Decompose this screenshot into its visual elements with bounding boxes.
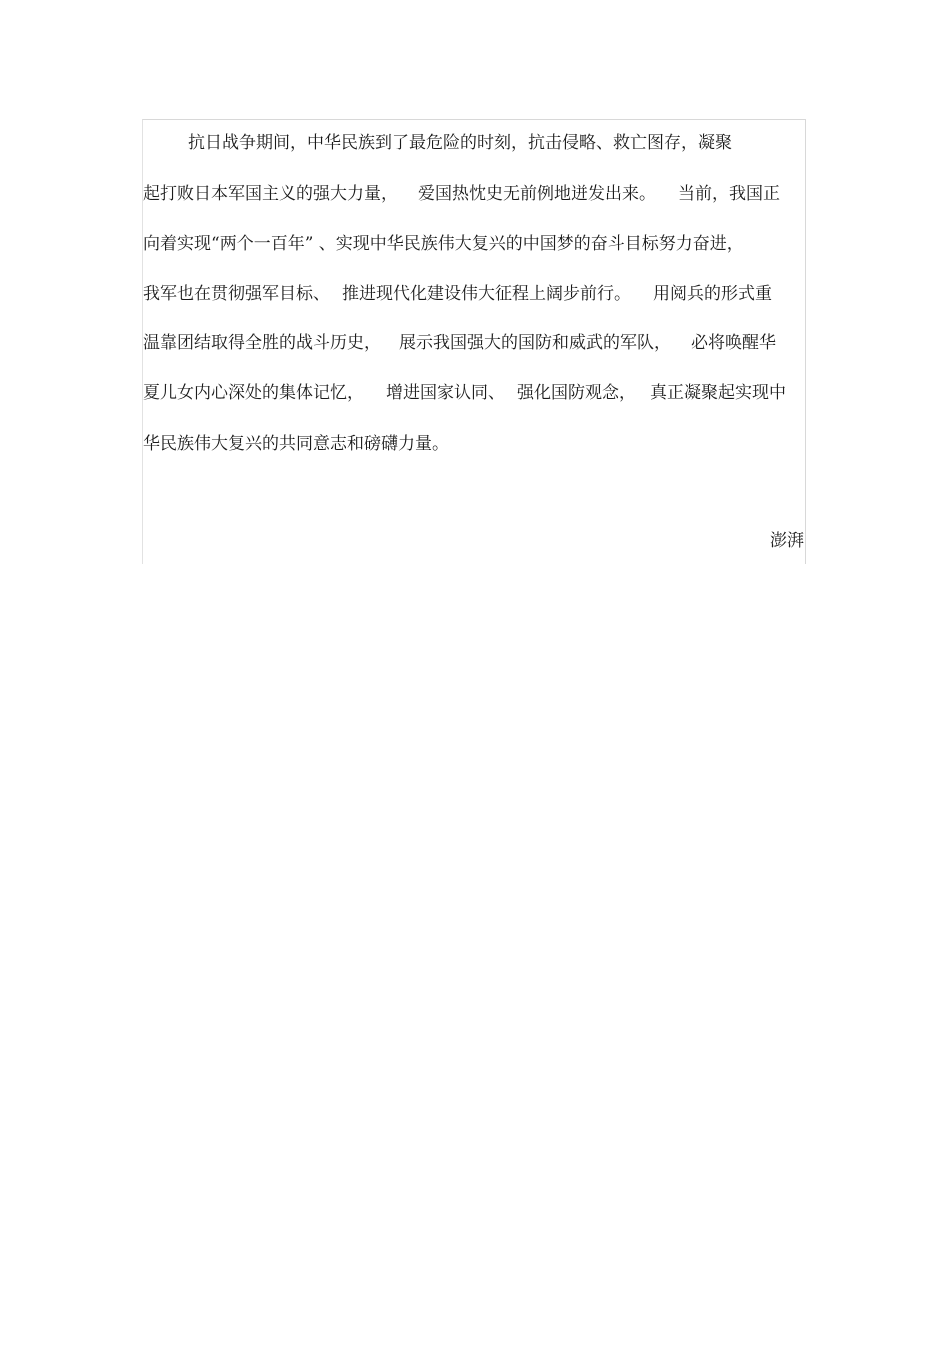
line-text: 我军也在贯彻强军目标、 [143, 284, 330, 304]
line-text: 展示我国强大的国防和威武的军队， [399, 333, 671, 353]
line-text: 爱国热忱史无前例地迸发出来。 [418, 184, 656, 204]
paragraph-line-1 [188, 131, 788, 155]
paragraph-line-5 [143, 331, 805, 355]
line-text: 夏儿女内心深处的集体记忆， [143, 383, 364, 403]
signature: 澎湃 [770, 531, 804, 551]
line-text: 起打败日本军国主义的强大力量， [143, 184, 398, 204]
line-text: 真正凝聚起实现中 [650, 383, 786, 403]
line-text: 向着实现“两个一百年” 、实现中华民族伟大复兴的中国梦的奋斗目标努力奋进， [143, 234, 744, 254]
line-text: 必将唤醒华 [691, 333, 776, 353]
line-text: 增进国家认同、 [386, 383, 505, 403]
line-text: 推进现代化建设伟大征程上阔步前行。 [342, 284, 631, 304]
paragraph-line-2 [143, 182, 805, 206]
paragraph-line-4 [143, 282, 805, 306]
line-text: 当前，我国正 [678, 184, 780, 204]
line-text: 强化国防观念， [517, 383, 636, 403]
paragraph-line-6 [143, 381, 805, 405]
paragraph-line-3 [143, 232, 805, 256]
line-text: 抗日战争期间，中华民族到了最危险的时刻，抗击侵略、救亡图存，凝聚 [188, 133, 732, 153]
line-text: 温靠团结取得全胜的战斗历史， [143, 333, 381, 353]
line-text: 华民族伟大复兴的共同意志和磅礴力量。 [143, 434, 449, 454]
paragraph-line-7 [143, 432, 805, 456]
line-text: 用阅兵的形式重 [653, 284, 772, 304]
